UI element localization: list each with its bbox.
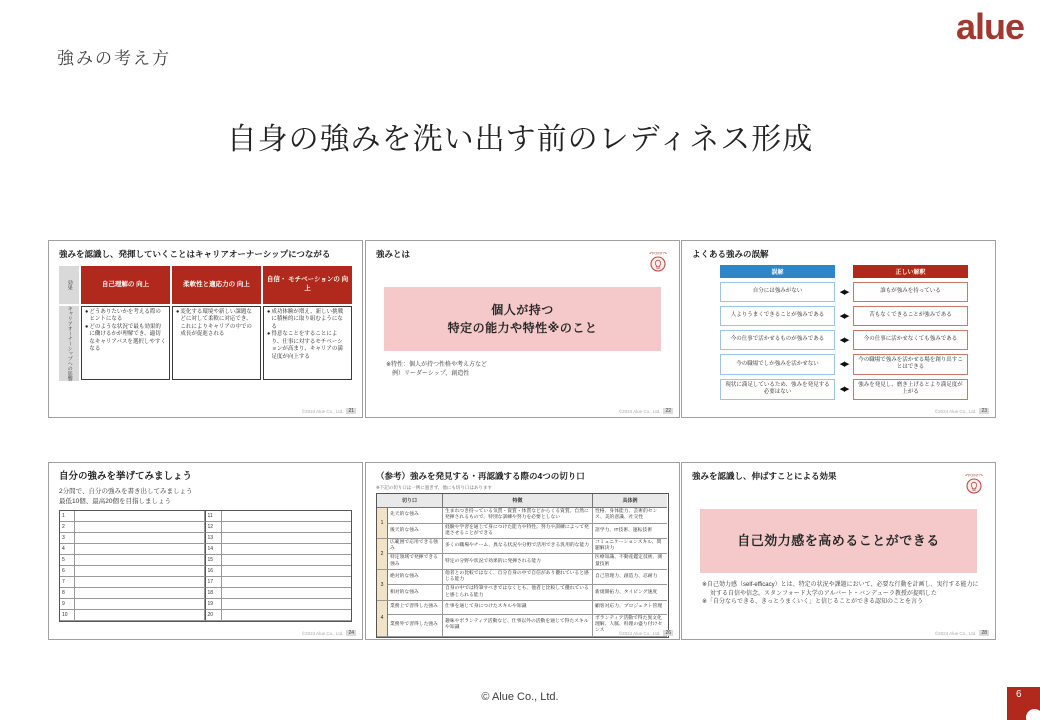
feature-cell: 自身の中では特筆すべきではなくとも、他者と比較して優れていると感じられる能力 — [443, 585, 593, 600]
blank-entry-cell[interactable] — [75, 533, 205, 544]
blank-entry-cell[interactable] — [222, 544, 352, 555]
bullet-item — [85, 309, 166, 324]
angle-cell: 特定領域で発揮できる強み — [388, 554, 443, 569]
blank-entry-cell[interactable] — [75, 599, 205, 610]
effect-column-header: 自己理解の 向上 — [81, 266, 170, 304]
row-number-cell: 8 — [60, 588, 75, 599]
feature-cell: 他者との比較ではなく、自分自身の中で自信があり優れていると感じる能力 — [443, 570, 593, 585]
examples-cell: ボランティア活動で得た異文化理解、人脈、料理の盛り付けセンス — [593, 615, 667, 637]
slide-thumbnail-21[interactable] — [48, 240, 363, 418]
correct-interpretation-box: 今の仕事に活かせなくても強みである — [853, 330, 968, 350]
blank-entry-cell[interactable] — [222, 577, 352, 588]
point-lightbulb-icon — [647, 249, 669, 281]
slide-footer — [302, 408, 356, 414]
row-number-cell: 3 — [60, 533, 75, 544]
blank-entry-cell[interactable] — [222, 555, 352, 566]
slide-page-number: 23 — [981, 408, 987, 414]
left-right-arrow-icon: ◀▶ — [839, 337, 849, 345]
angle-cell: 相対的な強み — [388, 585, 443, 600]
page-title: 自身の強みを洗い出す前のレディネス形成 — [226, 123, 814, 156]
group-number-cell: 3 — [377, 570, 388, 601]
group-number-cell: 4 — [377, 601, 388, 637]
blank-entry-cell[interactable] — [75, 610, 205, 621]
footnote-line: 例）リーダーシップ、創造性 — [386, 370, 470, 377]
bullet-icon: ● — [85, 309, 89, 316]
bullet-icon: ● — [176, 309, 180, 316]
row-number-cell: 10 — [60, 610, 75, 621]
row-number-cell: 4 — [60, 544, 75, 555]
angle-cell: 絶対的な強み — [388, 570, 443, 585]
slide-body — [59, 487, 352, 622]
page-number: 6 — [1016, 689, 1022, 700]
angle-cell: 後天的な強み — [388, 524, 443, 539]
examples-cell: 顧客対応力、プロジェクト管理 — [593, 601, 667, 615]
key-message-line: 自己効力感を高めることができる — [737, 533, 940, 549]
slide-body — [376, 485, 669, 638]
misconception-box: 今の仕事で活かせるものが強みである — [720, 330, 835, 350]
effect-cell — [172, 306, 261, 380]
slide-copyright: ©2024 Alue Co., Ltd. — [618, 408, 661, 414]
slide-title: （参考）強みを発見する・再認識する際の4つの切り口 — [376, 471, 585, 481]
key-message-box — [384, 287, 661, 351]
slide-page-number: 21 — [348, 408, 354, 414]
effect-column-header: 柔軟性と適応力の 向上 — [172, 266, 261, 304]
angles-table — [376, 493, 669, 638]
misconception-header-row — [692, 265, 985, 278]
row-number-cell: 2 — [60, 522, 75, 533]
slide-page-number: 22 — [665, 408, 671, 414]
spacer — [692, 379, 720, 400]
group-number-cell: 2 — [377, 539, 388, 570]
feature-cell: 趣味やボランティア活動など、仕事以外の活動を通じて得たスキルや知識 — [443, 615, 593, 637]
blank-entry-cell[interactable] — [222, 533, 352, 544]
effect-table — [59, 266, 352, 381]
badge-moon-shape — [1026, 709, 1040, 720]
misconception-row — [692, 354, 985, 375]
bullet-text: 得意なことをすることにより、仕事に対するモチベーションが高まり、キャリアの満足度が向上する — [271, 331, 343, 360]
examples-cell: 医療知識、不動産鑑定技術、測量技術 — [593, 554, 667, 569]
slide-body — [59, 266, 352, 381]
row-number-cell: 13 — [205, 533, 222, 544]
row-number-cell: 6 — [60, 566, 75, 577]
spacer — [692, 282, 720, 302]
misconception-box: 今の職場でしか強みを活かせない — [720, 354, 835, 375]
left-right-arrow-icon: ◀▶ — [839, 313, 849, 321]
table-note: ※下記の切り口は一例に過ぎず、他にも切り口はあります — [376, 485, 492, 491]
slide-thumbnail-23[interactable] — [681, 240, 996, 418]
slide-footer — [935, 630, 989, 636]
bullet-item — [85, 324, 166, 354]
row-number-cell: 11 — [205, 511, 222, 522]
blank-entry-cell[interactable] — [75, 588, 205, 599]
examples-cell: コミュニケーションスキル、問題解決力 — [593, 539, 667, 554]
blank-entry-cell[interactable] — [222, 566, 352, 577]
misconception-row — [692, 306, 985, 326]
bullet-text: どうありたいかを考える際のヒントになる — [89, 309, 161, 323]
examples-cell: 語学力、IT技術、運転技術 — [593, 524, 667, 539]
effect-column-header: 自信・ モチベーションの 向上 — [263, 266, 352, 304]
bullet-text: どのような状況で最も効果的に働けるかが理解でき、適切なキャリアパスを選択しやすくなる — [89, 323, 166, 353]
feature-cell: 仕事を通じて身につけたスキルや知識 — [443, 601, 593, 615]
blank-entry-cell[interactable] — [75, 544, 205, 555]
misconception-box: 自分には強みがない — [720, 282, 835, 302]
misconception-box: 人よりうまくできることが強みである — [720, 306, 835, 326]
slide-body — [692, 265, 985, 400]
slide-copyright: ©2024 Alue Co., Ltd. — [618, 630, 661, 636]
blank-entry-cell[interactable] — [222, 511, 352, 522]
effect-cell — [81, 306, 170, 380]
row-number-cell: 7 — [60, 577, 75, 588]
spacer — [835, 265, 853, 278]
feature-cell: 経験や学習を通じて身につけた能力や特性。努力や訓練によって発達させることができる — [443, 524, 593, 539]
slide-title: よくある強みの誤解 — [692, 249, 769, 259]
alue-logo: alue — [955, 6, 1024, 47]
group-number-cell: 1 — [377, 508, 388, 539]
examples-cell: 新規開拓力、タイピング速度 — [593, 585, 667, 600]
row-number-cell: 5 — [60, 555, 75, 566]
misconception-row — [692, 282, 985, 302]
left-right-arrow-icon: ◀▶ — [839, 289, 849, 297]
slide-thumbnail-26[interactable] — [365, 462, 680, 640]
footnotes — [386, 361, 667, 378]
row-number-cell: 18 — [205, 588, 222, 599]
angle-cell: 業務上で習得した強み — [388, 601, 443, 615]
slide-thumbnail-24[interactable] — [48, 462, 363, 640]
correct-interpretation-box: 誰もが強みを持っている — [853, 282, 968, 302]
row-number-cell: 15 — [205, 555, 222, 566]
svg-text:POINT!: POINT! — [968, 473, 980, 478]
misconception-row — [692, 379, 985, 400]
slide-title: 強みを認識し、伸ばすことによる効果 — [692, 471, 837, 481]
blank-entry-cell[interactable] — [222, 588, 352, 599]
correct-interpretation-box: 強みを発見し、磨き上げるとより満足度が上がる — [853, 379, 968, 400]
correct-interpretation-box: 苦もなくできることが強みである — [853, 306, 968, 326]
feature-cell: 特定の分野や状況で効果的に発揮される能力 — [443, 554, 593, 569]
angle-cell: 広範囲で応用できる強み — [388, 539, 443, 554]
feature-cell: 生まれつき持っている気質・資質・体質などからくる資質。自然に発揮されるもので、特別な訓練や努力を必要としない — [443, 508, 593, 523]
blank-entry-cell[interactable] — [75, 566, 205, 577]
bullet-item — [267, 309, 348, 331]
bullet-icon: ● — [267, 309, 271, 316]
footnote-line: ※自己効力感（self-efficacy）とは、特定の状況や課題において、必要な行動を計画し、実行する能力に対する自信や信念。スタンフォード大学のアルバート・バンデューラ教授が提唱した — [702, 582, 979, 597]
correct-interpretation-box: 今の職場で強みを活かせる場を創り出すことはできる — [853, 354, 968, 375]
spacer — [692, 265, 720, 278]
page-number-badge — [1007, 687, 1040, 720]
slide-page-number: 24 — [348, 630, 354, 636]
footer-copyright: © Alue Co., Ltd. — [481, 691, 559, 703]
blank-entry-cell[interactable] — [222, 610, 352, 621]
slide-copyright: ©2024 Alue Co., Ltd. — [301, 630, 344, 636]
examples-cell: 自己管理力、創造力、忍耐力 — [593, 570, 667, 585]
feature-cell: 多くの職場やチーム、異なる状況や分野で活用できる汎用的な能力 — [443, 539, 593, 554]
slide-footer — [619, 630, 673, 636]
point-lightbulb-icon — [963, 471, 985, 503]
slide-title: 強みとは — [376, 249, 411, 259]
spacer — [692, 330, 720, 350]
row-header-career-ownership: キャリアオーナーシップへの影響 — [59, 306, 79, 381]
footnotes — [702, 581, 983, 607]
row-number-cell: 1 — [60, 511, 75, 522]
slide-copyright: ©2024 Alue Co., Ltd. — [301, 408, 344, 414]
row-header-effect: 効果 — [59, 266, 79, 304]
misconception-row — [692, 330, 985, 350]
blank-entry-cell[interactable] — [75, 522, 205, 533]
effect-cell — [263, 306, 352, 380]
blank-entry-cell[interactable] — [222, 522, 352, 533]
blank-entry-cell[interactable] — [222, 599, 352, 610]
slide-title: 自分の強みを挙げてみましょう — [59, 471, 193, 482]
left-right-arrow-icon: ◀▶ — [839, 361, 849, 369]
slide-title: 強みを認識し、発揮していくことはキャリアオーナーシップにつながる — [59, 249, 331, 259]
angle-cell: 業務外で習得した強み — [388, 615, 443, 637]
row-number-cell: 20 — [205, 610, 222, 621]
row-number-cell: 19 — [205, 599, 222, 610]
slide-page-number: 26 — [665, 630, 671, 636]
examples-cell: 性格、身体能力、芸術的センス、美的意識、社交性 — [593, 508, 667, 523]
bullet-item — [176, 309, 257, 339]
slide-thumbnail-22[interactable] — [365, 240, 680, 418]
footnote-line: ※「自分ならできる、きっとうまくいく」と信じることができる認知のことを言う — [702, 599, 923, 606]
column-header-feature: 特徴 — [443, 494, 593, 508]
bullet-icon: ● — [267, 331, 271, 338]
key-message-box — [700, 509, 977, 573]
instructions — [59, 487, 352, 506]
spacer — [692, 354, 720, 375]
key-message-line: 個人が持つ — [491, 303, 554, 317]
slide-footer — [935, 408, 989, 414]
slide-footer — [619, 408, 673, 414]
section-header: 強みの考え方 — [57, 49, 171, 68]
row-number-cell: 17 — [205, 577, 222, 588]
bullet-text: 成功体験が増え、新しい挑戦に積極的に取り組むようになる — [271, 309, 344, 330]
instruction-line: 2分間で、自分の強みを書き出してみましょう — [59, 488, 193, 496]
misconception-column-header: 誤解 — [720, 265, 835, 278]
misconception-box: 現状に満足しているため、強みを発見する必要はない — [720, 379, 835, 400]
key-message-line: 特定の能力や特性※のこと — [447, 321, 598, 335]
row-number-cell: 12 — [205, 522, 222, 533]
svg-text:POINT!: POINT! — [652, 251, 664, 256]
row-number-cell: 16 — [205, 566, 222, 577]
blank-entry-cell[interactable] — [75, 511, 205, 522]
blank-entry-cell[interactable] — [75, 555, 205, 566]
row-number-cell: 9 — [60, 599, 75, 610]
slide-copyright: ©2024 Alue Co., Ltd. — [934, 630, 977, 636]
footnote-line: ※特性：個人が持つ性格や考え方など — [386, 362, 488, 368]
blank-entry-cell[interactable] — [75, 577, 205, 588]
slide-thumbnail-28[interactable] — [681, 462, 996, 640]
strengths-entry-table — [59, 510, 352, 622]
slide-page-number: 28 — [981, 630, 987, 636]
bullet-item — [267, 331, 348, 361]
slide-footer — [302, 630, 356, 636]
correct-interpretation-column-header: 正しい解釈 — [853, 265, 968, 278]
instruction-line: 最低10個、最高20個を目指しましょう — [59, 497, 171, 505]
left-right-arrow-icon: ◀▶ — [839, 386, 849, 394]
column-header-examples: 具体例 — [593, 494, 667, 508]
bullet-text: 変化する環境や新しい課題などに対して柔軟に対応でき、これによりキャリアの中での成長が促進される — [180, 309, 252, 338]
spacer — [692, 306, 720, 326]
angle-cell: 先天的な強み — [388, 508, 443, 523]
bullet-icon: ● — [85, 323, 89, 330]
row-number-cell: 14 — [205, 544, 222, 555]
column-header-angle: 切り口 — [377, 494, 443, 508]
slide-copyright: ©2024 Alue Co., Ltd. — [934, 408, 977, 414]
